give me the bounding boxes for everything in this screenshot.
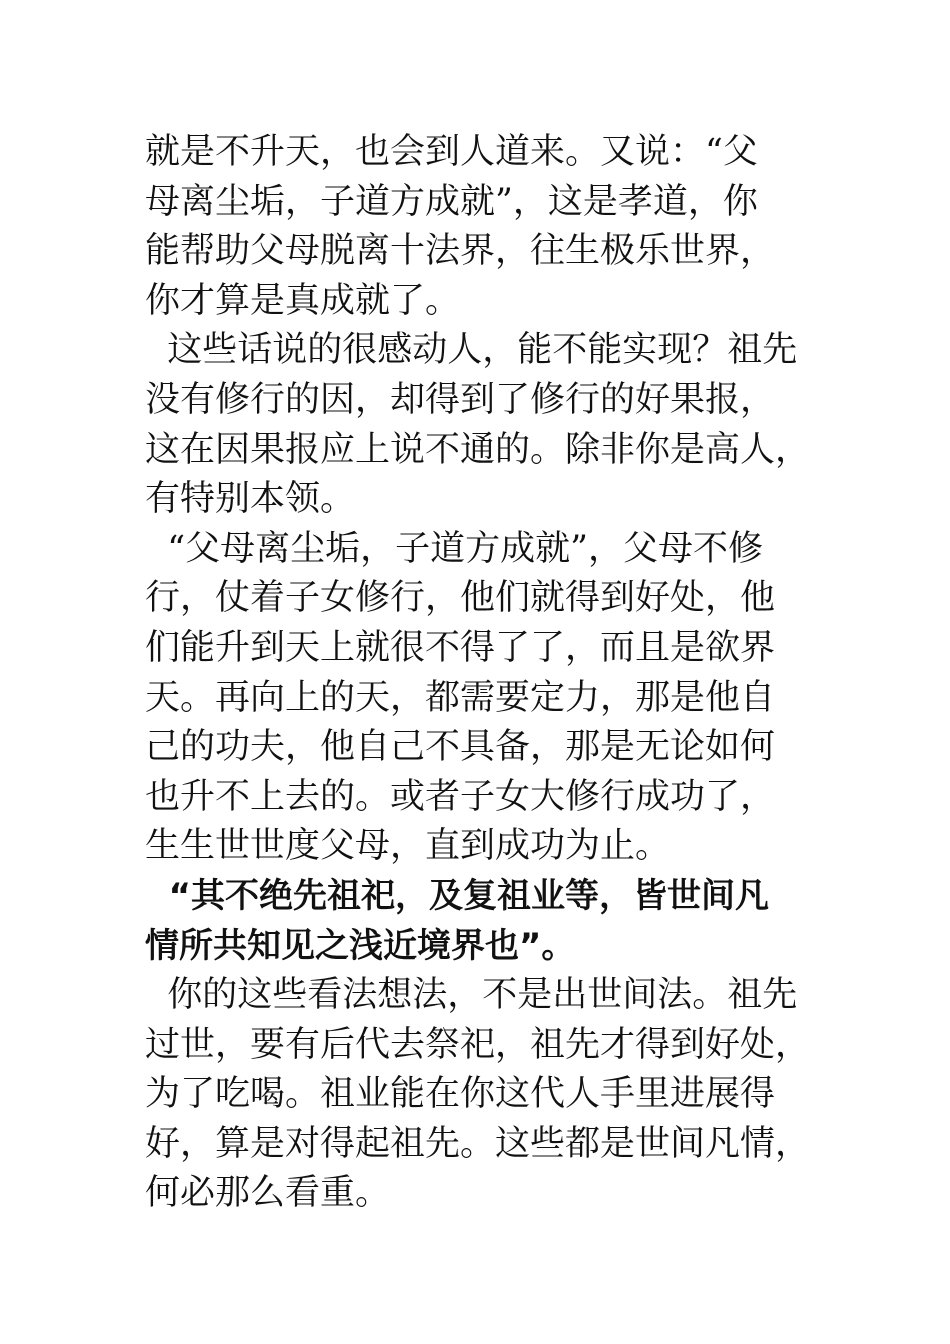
text-line: 为了吃喝。祖业能在你这代人手里进展得	[145, 1074, 776, 1115]
text-line: 能帮助父母脱离十法界，往生极乐世界，	[145, 231, 776, 272]
text-line: 们能升到天上就很不得了了，而且是欲界	[145, 627, 776, 668]
text-line: 你才算是真成就了。	[145, 280, 461, 321]
text-line: 何必那么看重。	[145, 1173, 391, 1214]
text-line: 也升不上去的。或者子女大修行成功了，	[145, 776, 776, 817]
text-line: 这些话说的很感动人，能不能实现？祖先	[145, 330, 798, 371]
text-line: 你的这些看法想法，不是出世间法。祖先	[145, 975, 798, 1016]
text-line: 就是不升天，也会到人道来。又说：“父	[145, 132, 758, 172]
text-line: 这在因果报应上说不通的。除非你是高人，	[145, 429, 811, 470]
quote-line-bold: “其不绝先祖祀，及复祖业等，皆世间凡	[145, 875, 770, 916]
text-line: “父母离尘垢，子道方成就”，父母不修	[145, 528, 764, 569]
body-text	[145, 128, 825, 1219]
text-line: 过世，要有后代去祭祀，祖先才得到好处，	[145, 1024, 811, 1065]
text-line: 行，仗着子女修行，他们就得到好处，他	[145, 578, 776, 619]
text-line: 母离尘垢，子道方成就”，这是孝道，你	[145, 181, 758, 222]
text-line: 生生世世度父母，直到成功为止。	[145, 826, 671, 867]
text-line: 好，算是对得起祖先。这些都是世间凡情，	[145, 1123, 811, 1164]
text-line: 有特别本领。	[145, 479, 356, 520]
text-line: 天。再向上的天，都需要定力，那是他自	[145, 677, 776, 718]
text-line: 己的功夫，他自己不具备，那是无论如何	[145, 727, 776, 768]
text-line: 没有修行的因，却得到了修行的好果报，	[145, 379, 776, 420]
quote-line-bold: 情所共知见之浅近境界也”。	[145, 925, 576, 966]
